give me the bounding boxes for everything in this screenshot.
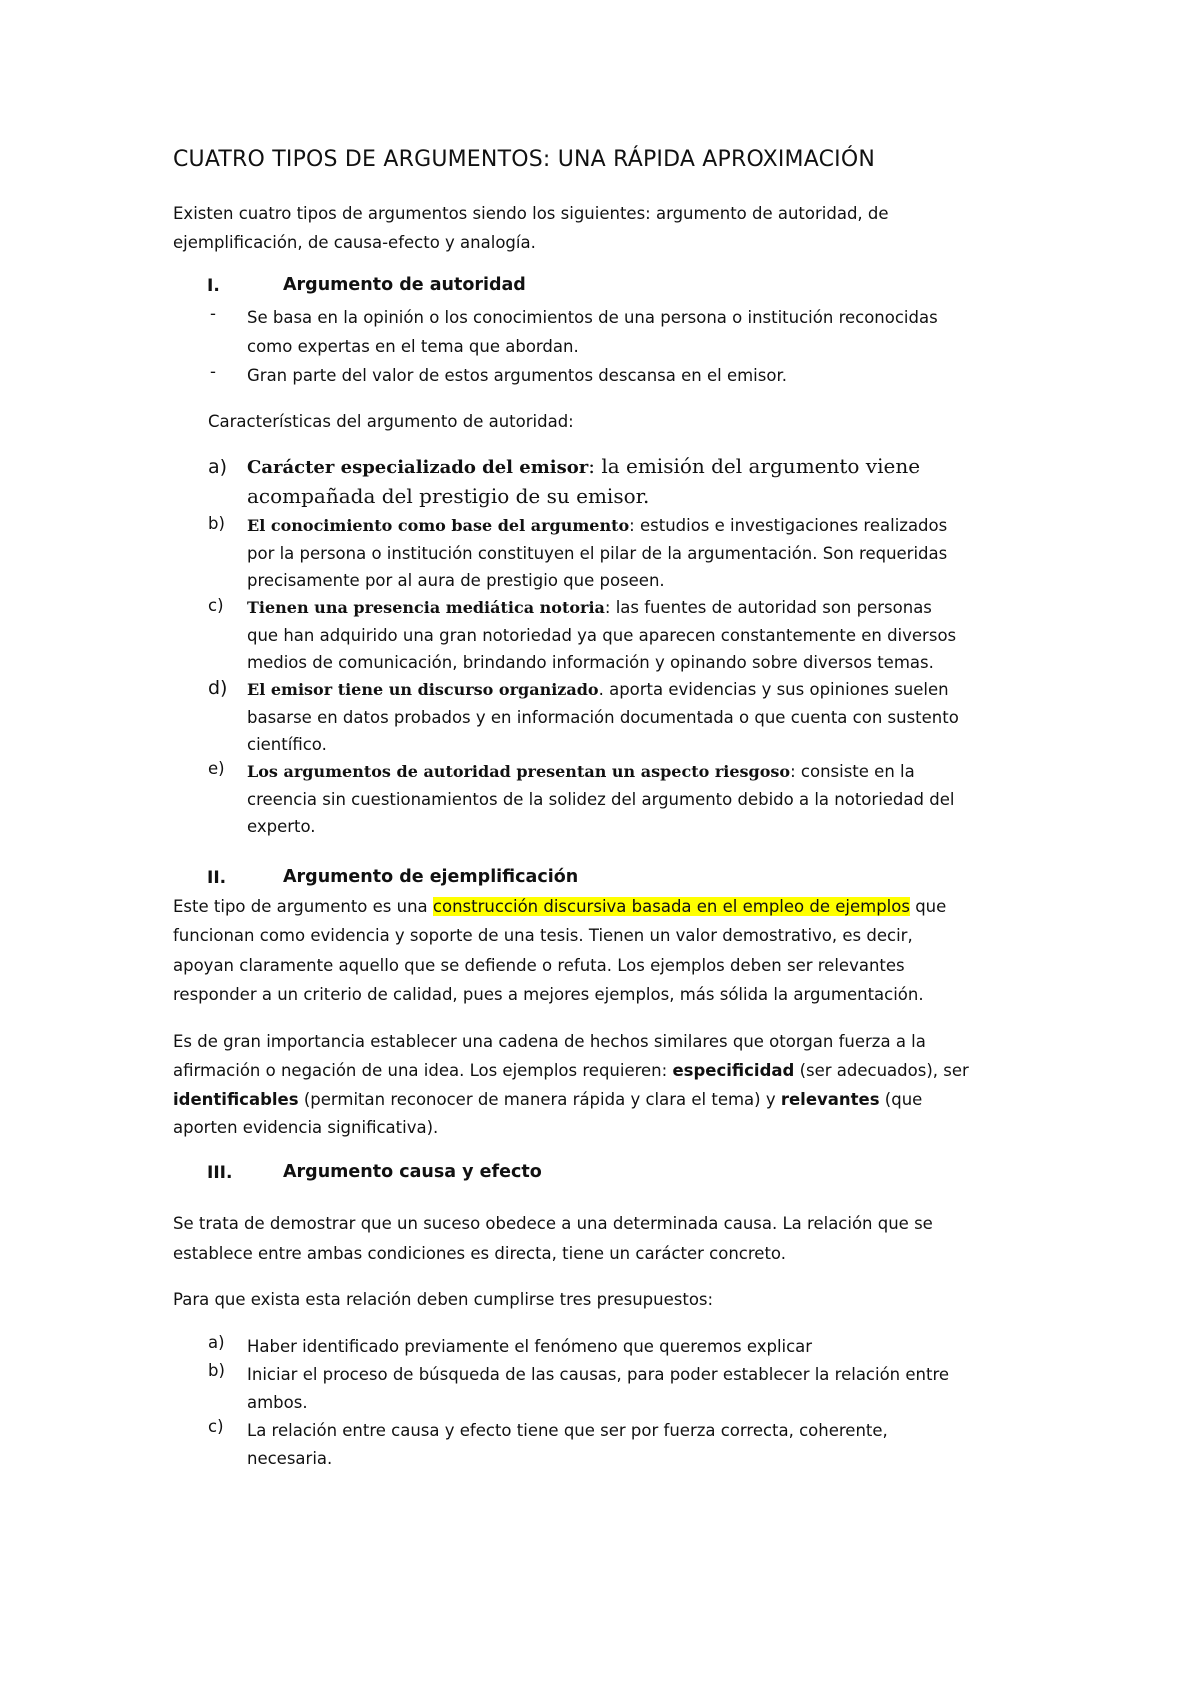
feature-e-bold: Los argumentos de autoridad presentan un aspecto riesgoso [247, 762, 791, 781]
bullet-2-line-1: Gran parte del valor de estos argumentos descansa en el emisor. [247, 366, 787, 385]
section-2-p2-line-2-post: (ser adecuados), ser [794, 1061, 969, 1080]
section-2-p1-line-1 [173, 893, 946, 921]
feature-c-rest: : las fuentes de autoridad son personas [604, 598, 932, 617]
page-title: CUATRO TIPOS DE ARGUMENTOS: UNA RÁPIDA APROXIMACIÓN [173, 147, 876, 172]
bold-term-especificidad: especificidad [672, 1061, 795, 1080]
section-2-p2-line-2 [173, 1057, 969, 1085]
section-1-title: Argumento de autoridad [283, 275, 526, 295]
bullet-1-line-1: Se basa en la opinión o los conocimientos de una persona o institución reconocidas [247, 308, 938, 327]
feature-b-line-1 [247, 512, 947, 540]
feature-d-line-2: basarse en datos probados y en información documentada o que cuenta con sustento [247, 708, 959, 727]
section-2-p1-line-3: apoyan claramente aquello que se defiende o refuta. Los ejemplos deben ser relevantes [173, 956, 905, 975]
intro-line-2: ejemplificación, de causa-efecto y analogía. [173, 233, 536, 252]
feature-c-line-1 [247, 594, 932, 622]
feature-b-rest: : estudios e investigaciones realizados [629, 516, 948, 535]
list-marker: d) [208, 677, 228, 699]
section-3-p1-line-1: Se trata de demostrar que un suceso obedece a una determinada causa. La relación que se [173, 1214, 933, 1233]
section-2-p2-line-4: aporten evidencia significativa). [173, 1118, 439, 1137]
section-3-p2: Para que exista esta relación deben cumplirse tres presupuestos: [173, 1290, 714, 1309]
feature-d-line-3: científico. [247, 735, 327, 754]
section-2-p1-post: que [909, 897, 947, 916]
section-2-p2-line-1: Es de gran importancia establecer una cadena de hechos similares que otorgan fuerza a la [173, 1032, 926, 1051]
list-marker: b) [208, 514, 225, 533]
section-2-p1-pre: Este tipo de argumento es una [173, 897, 433, 916]
section-3-title: Argumento causa y efecto [283, 1162, 542, 1182]
feature-d-line-1 [247, 676, 949, 704]
feature-b-line-3: precisamente por al aura de prestigio que poseen. [247, 571, 665, 590]
section-3-item-c-line-1: La relación entre causa y efecto tiene que ser por fuerza correcta, coherente, [247, 1421, 888, 1440]
list-marker: c) [208, 1417, 224, 1436]
section-2-p2-line-3-mid: (permitan reconocer de manera rápida y clara el tema) y [298, 1090, 781, 1109]
bold-term-identificables: identificables [173, 1090, 299, 1109]
section-2-p2-line-3 [173, 1086, 922, 1114]
feature-e-line-1 [247, 758, 915, 786]
list-marker: a) [208, 456, 228, 478]
list-marker: a) [208, 1333, 225, 1352]
section-3-item-c-line-2: necesaria. [247, 1449, 333, 1468]
feature-d-rest: . aporta evidencias y sus opiniones suelen [598, 680, 949, 699]
section-2-p2-line-2-pre: afirmación o negación de una idea. Los ejemplos requieren: [173, 1061, 673, 1080]
section-1-number: I. [207, 276, 220, 296]
list-marker: e) [208, 759, 225, 778]
section-3-item-a-line-1: Haber identificado previamente el fenómeno que queremos explicar [247, 1337, 813, 1356]
section-2-title: Argumento de ejemplificación [283, 867, 579, 887]
section-2-p2-line-3-post: (que [879, 1090, 923, 1109]
section-2-p1-line-2: funcionan como evidencia y soporte de una tesis. Tienen un valor demostrativo, es decir, [173, 926, 913, 945]
bold-term-relevantes: relevantes [780, 1090, 880, 1109]
feature-e-rest: : consiste en la [790, 762, 915, 781]
section-2-p1-line-4: responder a un criterio de calidad, pues a mejores ejemplos, más sólida la argumentación. [173, 985, 924, 1004]
feature-b-bold: El conocimiento como base del argumento [247, 516, 630, 535]
feature-a-bold: Carácter especializado del emisor [247, 457, 589, 478]
feature-c-line-2: que han adquirido una gran notoriedad ya que aparecen constantemente en diversos [247, 626, 957, 645]
bullet-marker: - [210, 304, 216, 323]
section-2-number: II. [207, 868, 227, 888]
section-3-p1-line-2: establece entre ambas condiciones es directa, tiene un carácter concreto. [173, 1244, 786, 1263]
feature-b-line-2: por la persona o institución constituyen el pilar de la argumentación. Son requeridas [247, 544, 948, 563]
list-marker: b) [208, 1361, 225, 1380]
section-3-number: III. [207, 1163, 233, 1183]
bullet-1-line-2: como expertas en el tema que abordan. [247, 337, 579, 356]
bullet-marker: - [210, 362, 216, 381]
feature-a-line-1 [247, 454, 920, 478]
feature-e-line-3: experto. [247, 817, 316, 836]
highlighted-text: construcción discursiva basada en el empleo de ejemplos [432, 897, 910, 916]
feature-a-rest: : la emisión del argumento viene [588, 454, 921, 478]
section-3-item-b-line-2: ambos. [247, 1393, 308, 1412]
section-3-item-b-line-1: Iniciar el proceso de búsqueda de las causas, para poder establecer la relación entre [247, 1365, 950, 1384]
feature-c-line-3: medios de comunicación, brindando información y opinando sobre diversos temas. [247, 653, 934, 672]
feature-c-bold: Tienen una presencia mediática notoria [247, 598, 605, 617]
list-marker: c) [208, 596, 224, 615]
feature-a-line-2: acompañada del prestigio de su emisor. [247, 484, 650, 508]
intro-line-1: Existen cuatro tipos de argumentos siendo los siguientes: argumento de autoridad, de [173, 204, 889, 223]
feature-d-bold: El emisor tiene un discurso organizado [247, 680, 599, 699]
feature-e-line-2: creencia sin cuestionamientos de la solidez del argumento debido a la notoriedad del [247, 790, 955, 809]
features-heading: Características del argumento de autoridad: [208, 412, 574, 431]
